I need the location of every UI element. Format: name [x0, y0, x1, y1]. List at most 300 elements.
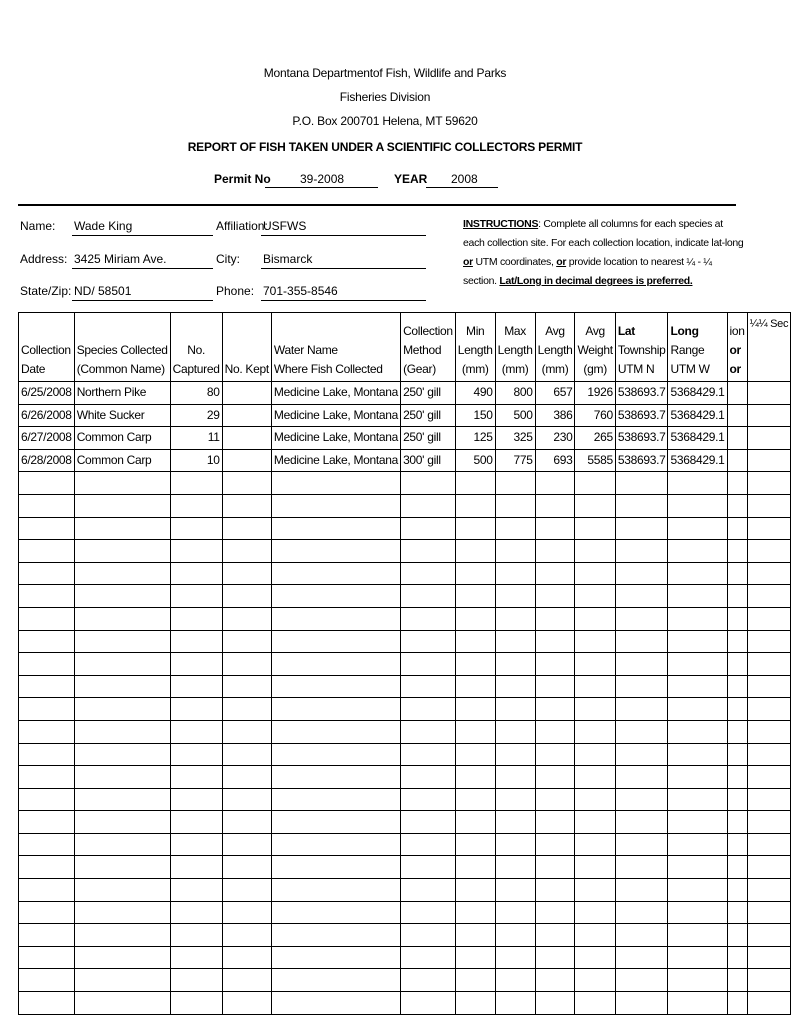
- cell-min-length[interactable]: [455, 720, 495, 743]
- cell-species[interactable]: [74, 653, 170, 676]
- cell-avg-weight[interactable]: [575, 924, 615, 947]
- cell-captured[interactable]: [170, 833, 222, 856]
- cell-kept[interactable]: [222, 879, 271, 902]
- cell-captured[interactable]: [170, 494, 222, 517]
- cell-avg-weight[interactable]: [575, 833, 615, 856]
- cell-section[interactable]: [727, 856, 747, 879]
- cell-water-name[interactable]: [271, 517, 400, 540]
- cell-captured[interactable]: [170, 585, 222, 608]
- cell-kept[interactable]: [222, 382, 271, 405]
- cell-max-length[interactable]: 500: [495, 404, 535, 427]
- cell-captured[interactable]: [170, 517, 222, 540]
- cell-quarter-section[interactable]: [747, 427, 791, 450]
- cell-captured[interactable]: [170, 811, 222, 834]
- cell-species[interactable]: [74, 698, 170, 721]
- cell-method[interactable]: 250' gill: [401, 404, 456, 427]
- cell-section[interactable]: [727, 562, 747, 585]
- cell-date[interactable]: [19, 675, 75, 698]
- cell-kept[interactable]: [222, 449, 271, 472]
- cell-min-length[interactable]: [455, 494, 495, 517]
- cell-max-length[interactable]: [495, 720, 535, 743]
- cell-min-length[interactable]: [455, 901, 495, 924]
- cell-date[interactable]: 6/25/2008: [19, 382, 75, 405]
- cell-section[interactable]: [727, 404, 747, 427]
- cell-kept[interactable]: [222, 811, 271, 834]
- cell-species[interactable]: [74, 540, 170, 563]
- cell-method[interactable]: [401, 653, 456, 676]
- cell-captured[interactable]: [170, 924, 222, 947]
- cell-avg-weight[interactable]: [575, 969, 615, 992]
- cell-section[interactable]: [727, 811, 747, 834]
- cell-avg-length[interactable]: [535, 901, 575, 924]
- cell-avg-length[interactable]: [535, 879, 575, 902]
- cell-min-length[interactable]: [455, 562, 495, 585]
- cell-avg-length[interactable]: [535, 833, 575, 856]
- cell-long[interactable]: 5368429.1: [668, 427, 727, 450]
- cell-method[interactable]: [401, 992, 456, 1015]
- cell-min-length[interactable]: [455, 992, 495, 1015]
- cell-lat[interactable]: [615, 743, 668, 766]
- cell-min-length[interactable]: [455, 766, 495, 789]
- cell-avg-length[interactable]: [535, 517, 575, 540]
- cell-method[interactable]: [401, 766, 456, 789]
- cell-long[interactable]: [668, 607, 727, 630]
- cell-lat[interactable]: [615, 856, 668, 879]
- cell-date[interactable]: 6/28/2008: [19, 449, 75, 472]
- cell-species[interactable]: Northern Pike: [74, 382, 170, 405]
- cell-species[interactable]: [74, 517, 170, 540]
- cell-avg-length[interactable]: 693: [535, 449, 575, 472]
- cell-water-name[interactable]: [271, 946, 400, 969]
- cell-avg-weight[interactable]: 5585: [575, 449, 615, 472]
- cell-section[interactable]: [727, 653, 747, 676]
- cell-lat[interactable]: [615, 879, 668, 902]
- cell-min-length[interactable]: [455, 856, 495, 879]
- cell-avg-length[interactable]: [535, 675, 575, 698]
- cell-avg-length[interactable]: 230: [535, 427, 575, 450]
- cell-lat[interactable]: [615, 946, 668, 969]
- cell-max-length[interactable]: [495, 494, 535, 517]
- cell-species[interactable]: [74, 562, 170, 585]
- cell-quarter-section[interactable]: [747, 924, 791, 947]
- cell-lat[interactable]: [615, 630, 668, 653]
- cell-species[interactable]: [74, 720, 170, 743]
- cell-date[interactable]: [19, 494, 75, 517]
- cell-lat[interactable]: [615, 788, 668, 811]
- cell-lat[interactable]: [615, 675, 668, 698]
- cell-min-length[interactable]: [455, 607, 495, 630]
- cell-method[interactable]: [401, 969, 456, 992]
- cell-method[interactable]: [401, 630, 456, 653]
- cell-avg-length[interactable]: [535, 585, 575, 608]
- cell-max-length[interactable]: [495, 607, 535, 630]
- cell-long[interactable]: [668, 856, 727, 879]
- cell-lat[interactable]: [615, 698, 668, 721]
- permit-number[interactable]: 39-2008: [300, 172, 345, 186]
- cell-quarter-section[interactable]: [747, 540, 791, 563]
- cell-avg-weight[interactable]: [575, 517, 615, 540]
- cell-kept[interactable]: [222, 743, 271, 766]
- cell-kept[interactable]: [222, 472, 271, 495]
- cell-long[interactable]: [668, 675, 727, 698]
- cell-method[interactable]: [401, 720, 456, 743]
- cell-captured[interactable]: [170, 992, 222, 1015]
- cell-captured[interactable]: 10: [170, 449, 222, 472]
- cell-long[interactable]: [668, 585, 727, 608]
- cell-max-length[interactable]: [495, 653, 535, 676]
- cell-lat[interactable]: [615, 585, 668, 608]
- cell-avg-length[interactable]: [535, 653, 575, 676]
- cell-date[interactable]: 6/26/2008: [19, 404, 75, 427]
- cell-lat[interactable]: [615, 901, 668, 924]
- cell-method[interactable]: [401, 901, 456, 924]
- cell-captured[interactable]: [170, 698, 222, 721]
- cell-section[interactable]: [727, 675, 747, 698]
- cell-long[interactable]: [668, 517, 727, 540]
- cell-long[interactable]: [668, 540, 727, 563]
- cell-avg-length[interactable]: [535, 856, 575, 879]
- cell-long[interactable]: [668, 653, 727, 676]
- cell-kept[interactable]: [222, 653, 271, 676]
- cell-long[interactable]: [668, 720, 727, 743]
- cell-species[interactable]: [74, 585, 170, 608]
- cell-date[interactable]: [19, 743, 75, 766]
- cell-long[interactable]: [668, 562, 727, 585]
- cell-water-name[interactable]: Medicine Lake, Montana: [271, 449, 400, 472]
- cell-captured[interactable]: 11: [170, 427, 222, 450]
- cell-section[interactable]: [727, 494, 747, 517]
- cell-date[interactable]: [19, 969, 75, 992]
- cell-min-length[interactable]: [455, 630, 495, 653]
- cell-min-length[interactable]: 150: [455, 404, 495, 427]
- cell-avg-length[interactable]: [535, 720, 575, 743]
- cell-water-name[interactable]: [271, 585, 400, 608]
- cell-lat[interactable]: [615, 517, 668, 540]
- cell-avg-length[interactable]: [535, 607, 575, 630]
- cell-avg-length[interactable]: [535, 924, 575, 947]
- cell-quarter-section[interactable]: [747, 675, 791, 698]
- cell-lat[interactable]: 538693.7: [615, 427, 668, 450]
- cell-method[interactable]: [401, 585, 456, 608]
- cell-kept[interactable]: [222, 833, 271, 856]
- cell-lat[interactable]: [615, 969, 668, 992]
- cell-quarter-section[interactable]: [747, 698, 791, 721]
- cell-quarter-section[interactable]: [747, 833, 791, 856]
- cell-min-length[interactable]: [455, 585, 495, 608]
- cell-section[interactable]: [727, 585, 747, 608]
- cell-long[interactable]: [668, 698, 727, 721]
- city-field[interactable]: Bismarck: [263, 252, 313, 266]
- cell-method[interactable]: [401, 607, 456, 630]
- cell-method[interactable]: [401, 698, 456, 721]
- cell-avg-weight[interactable]: [575, 766, 615, 789]
- cell-avg-length[interactable]: [535, 698, 575, 721]
- cell-method[interactable]: [401, 788, 456, 811]
- name-field[interactable]: Wade King: [74, 219, 133, 233]
- cell-min-length[interactable]: [455, 811, 495, 834]
- cell-kept[interactable]: [222, 494, 271, 517]
- cell-avg-weight[interactable]: [575, 494, 615, 517]
- cell-avg-length[interactable]: [535, 969, 575, 992]
- cell-section[interactable]: [727, 449, 747, 472]
- cell-species[interactable]: [74, 472, 170, 495]
- cell-method[interactable]: [401, 494, 456, 517]
- affiliation-field[interactable]: USFWS: [263, 219, 307, 233]
- cell-water-name[interactable]: [271, 743, 400, 766]
- cell-date[interactable]: [19, 992, 75, 1015]
- cell-water-name[interactable]: [271, 788, 400, 811]
- cell-kept[interactable]: [222, 585, 271, 608]
- cell-quarter-section[interactable]: [747, 788, 791, 811]
- cell-quarter-section[interactable]: [747, 969, 791, 992]
- cell-min-length[interactable]: [455, 472, 495, 495]
- cell-kept[interactable]: [222, 404, 271, 427]
- cell-date[interactable]: [19, 788, 75, 811]
- cell-min-length[interactable]: [455, 698, 495, 721]
- cell-kept[interactable]: [222, 698, 271, 721]
- cell-quarter-section[interactable]: [747, 517, 791, 540]
- cell-avg-weight[interactable]: 1926: [575, 382, 615, 405]
- cell-species[interactable]: [74, 630, 170, 653]
- cell-method[interactable]: [401, 562, 456, 585]
- cell-method[interactable]: [401, 811, 456, 834]
- cell-long[interactable]: [668, 969, 727, 992]
- cell-lat[interactable]: [615, 811, 668, 834]
- cell-species[interactable]: [74, 494, 170, 517]
- cell-lat[interactable]: [615, 720, 668, 743]
- cell-lat[interactable]: [615, 833, 668, 856]
- cell-section[interactable]: [727, 969, 747, 992]
- cell-quarter-section[interactable]: [747, 404, 791, 427]
- cell-water-name[interactable]: [271, 969, 400, 992]
- cell-date[interactable]: [19, 630, 75, 653]
- cell-species[interactable]: [74, 946, 170, 969]
- cell-water-name[interactable]: [271, 924, 400, 947]
- cell-quarter-section[interactable]: [747, 811, 791, 834]
- cell-kept[interactable]: [222, 924, 271, 947]
- cell-avg-length[interactable]: [535, 472, 575, 495]
- cell-lat[interactable]: [615, 494, 668, 517]
- cell-kept[interactable]: [222, 992, 271, 1015]
- cell-lat[interactable]: [615, 992, 668, 1015]
- cell-water-name[interactable]: [271, 879, 400, 902]
- cell-water-name[interactable]: [271, 720, 400, 743]
- cell-min-length[interactable]: 490: [455, 382, 495, 405]
- cell-section[interactable]: [727, 743, 747, 766]
- cell-min-length[interactable]: [455, 833, 495, 856]
- cell-captured[interactable]: [170, 720, 222, 743]
- cell-method[interactable]: [401, 675, 456, 698]
- cell-lat[interactable]: [615, 540, 668, 563]
- cell-long[interactable]: [668, 811, 727, 834]
- cell-water-name[interactable]: [271, 562, 400, 585]
- cell-kept[interactable]: [222, 517, 271, 540]
- cell-max-length[interactable]: [495, 969, 535, 992]
- cell-species[interactable]: [74, 992, 170, 1015]
- cell-captured[interactable]: 80: [170, 382, 222, 405]
- cell-water-name[interactable]: [271, 833, 400, 856]
- cell-long[interactable]: [668, 788, 727, 811]
- cell-avg-weight[interactable]: [575, 675, 615, 698]
- cell-date[interactable]: [19, 766, 75, 789]
- cell-kept[interactable]: [222, 427, 271, 450]
- cell-water-name[interactable]: [271, 607, 400, 630]
- cell-captured[interactable]: 29: [170, 404, 222, 427]
- cell-water-name[interactable]: [271, 675, 400, 698]
- cell-max-length[interactable]: [495, 901, 535, 924]
- cell-quarter-section[interactable]: [747, 472, 791, 495]
- phone-field[interactable]: 701-355-8546: [263, 284, 338, 298]
- cell-captured[interactable]: [170, 901, 222, 924]
- cell-captured[interactable]: [170, 969, 222, 992]
- cell-quarter-section[interactable]: [747, 743, 791, 766]
- cell-date[interactable]: 6/27/2008: [19, 427, 75, 450]
- cell-long[interactable]: [668, 879, 727, 902]
- cell-quarter-section[interactable]: [747, 901, 791, 924]
- cell-quarter-section[interactable]: [747, 946, 791, 969]
- cell-captured[interactable]: [170, 653, 222, 676]
- cell-max-length[interactable]: [495, 517, 535, 540]
- cell-quarter-section[interactable]: [747, 607, 791, 630]
- cell-method[interactable]: [401, 856, 456, 879]
- cell-min-length[interactable]: [455, 517, 495, 540]
- cell-method[interactable]: [401, 833, 456, 856]
- cell-long[interactable]: [668, 924, 727, 947]
- cell-date[interactable]: [19, 811, 75, 834]
- cell-avg-weight[interactable]: [575, 743, 615, 766]
- cell-section[interactable]: [727, 382, 747, 405]
- cell-long[interactable]: [668, 743, 727, 766]
- cell-captured[interactable]: [170, 607, 222, 630]
- cell-species[interactable]: [74, 743, 170, 766]
- cell-long[interactable]: [668, 472, 727, 495]
- cell-captured[interactable]: [170, 675, 222, 698]
- cell-captured[interactable]: [170, 630, 222, 653]
- cell-lat[interactable]: [615, 562, 668, 585]
- cell-method[interactable]: [401, 924, 456, 947]
- cell-quarter-section[interactable]: [747, 585, 791, 608]
- cell-water-name[interactable]: [271, 992, 400, 1015]
- cell-captured[interactable]: [170, 540, 222, 563]
- cell-kept[interactable]: [222, 766, 271, 789]
- cell-date[interactable]: [19, 472, 75, 495]
- cell-quarter-section[interactable]: [747, 562, 791, 585]
- cell-kept[interactable]: [222, 788, 271, 811]
- cell-min-length[interactable]: 500: [455, 449, 495, 472]
- cell-date[interactable]: [19, 720, 75, 743]
- cell-section[interactable]: [727, 992, 747, 1015]
- cell-min-length[interactable]: [455, 540, 495, 563]
- cell-avg-weight[interactable]: [575, 472, 615, 495]
- cell-max-length[interactable]: [495, 698, 535, 721]
- cell-section[interactable]: [727, 879, 747, 902]
- address-field[interactable]: 3425 Miriam Ave.: [74, 252, 167, 266]
- cell-long[interactable]: 5368429.1: [668, 382, 727, 405]
- cell-quarter-section[interactable]: [747, 856, 791, 879]
- cell-max-length[interactable]: [495, 879, 535, 902]
- cell-avg-length[interactable]: [535, 562, 575, 585]
- cell-long[interactable]: [668, 494, 727, 517]
- cell-kept[interactable]: [222, 720, 271, 743]
- cell-quarter-section[interactable]: [747, 630, 791, 653]
- cell-section[interactable]: [727, 630, 747, 653]
- cell-max-length[interactable]: [495, 924, 535, 947]
- cell-min-length[interactable]: [455, 946, 495, 969]
- cell-kept[interactable]: [222, 562, 271, 585]
- cell-date[interactable]: [19, 585, 75, 608]
- cell-avg-weight[interactable]: [575, 992, 615, 1015]
- cell-avg-length[interactable]: [535, 630, 575, 653]
- cell-max-length[interactable]: [495, 992, 535, 1015]
- cell-min-length[interactable]: [455, 788, 495, 811]
- cell-avg-length[interactable]: 386: [535, 404, 575, 427]
- cell-method[interactable]: 300' gill: [401, 449, 456, 472]
- cell-min-length[interactable]: [455, 879, 495, 902]
- cell-avg-weight[interactable]: 265: [575, 427, 615, 450]
- cell-species[interactable]: [74, 856, 170, 879]
- cell-quarter-section[interactable]: [747, 992, 791, 1015]
- cell-avg-length[interactable]: [535, 788, 575, 811]
- cell-kept[interactable]: [222, 969, 271, 992]
- year-value[interactable]: 2008: [451, 172, 478, 186]
- cell-lat[interactable]: 538693.7: [615, 382, 668, 405]
- cell-date[interactable]: [19, 946, 75, 969]
- cell-max-length[interactable]: [495, 540, 535, 563]
- cell-water-name[interactable]: [271, 698, 400, 721]
- cell-section[interactable]: [727, 833, 747, 856]
- cell-min-length[interactable]: [455, 743, 495, 766]
- cell-section[interactable]: [727, 788, 747, 811]
- cell-section[interactable]: [727, 472, 747, 495]
- cell-avg-weight[interactable]: [575, 630, 615, 653]
- cell-captured[interactable]: [170, 743, 222, 766]
- cell-kept[interactable]: [222, 630, 271, 653]
- cell-lat[interactable]: [615, 766, 668, 789]
- cell-section[interactable]: [727, 946, 747, 969]
- cell-long[interactable]: [668, 992, 727, 1015]
- cell-water-name[interactable]: [271, 630, 400, 653]
- cell-method[interactable]: 250' gill: [401, 427, 456, 450]
- cell-species[interactable]: [74, 969, 170, 992]
- cell-min-length[interactable]: [455, 924, 495, 947]
- cell-lat[interactable]: [615, 472, 668, 495]
- cell-quarter-section[interactable]: [747, 720, 791, 743]
- cell-section[interactable]: [727, 720, 747, 743]
- cell-long[interactable]: [668, 630, 727, 653]
- cell-date[interactable]: [19, 901, 75, 924]
- cell-quarter-section[interactable]: [747, 494, 791, 517]
- cell-captured[interactable]: [170, 766, 222, 789]
- cell-method[interactable]: [401, 879, 456, 902]
- cell-water-name[interactable]: [271, 494, 400, 517]
- cell-avg-length[interactable]: [535, 766, 575, 789]
- cell-water-name[interactable]: [271, 901, 400, 924]
- cell-long[interactable]: 5368429.1: [668, 449, 727, 472]
- cell-long[interactable]: [668, 833, 727, 856]
- cell-water-name[interactable]: Medicine Lake, Montana: [271, 427, 400, 450]
- cell-method[interactable]: [401, 540, 456, 563]
- cell-avg-weight[interactable]: [575, 720, 615, 743]
- cell-section[interactable]: [727, 924, 747, 947]
- cell-section[interactable]: [727, 698, 747, 721]
- cell-long[interactable]: 5368429.1: [668, 404, 727, 427]
- cell-species[interactable]: [74, 811, 170, 834]
- cell-captured[interactable]: [170, 856, 222, 879]
- cell-species[interactable]: [74, 833, 170, 856]
- cell-quarter-section[interactable]: [747, 382, 791, 405]
- cell-water-name[interactable]: [271, 766, 400, 789]
- cell-date[interactable]: [19, 653, 75, 676]
